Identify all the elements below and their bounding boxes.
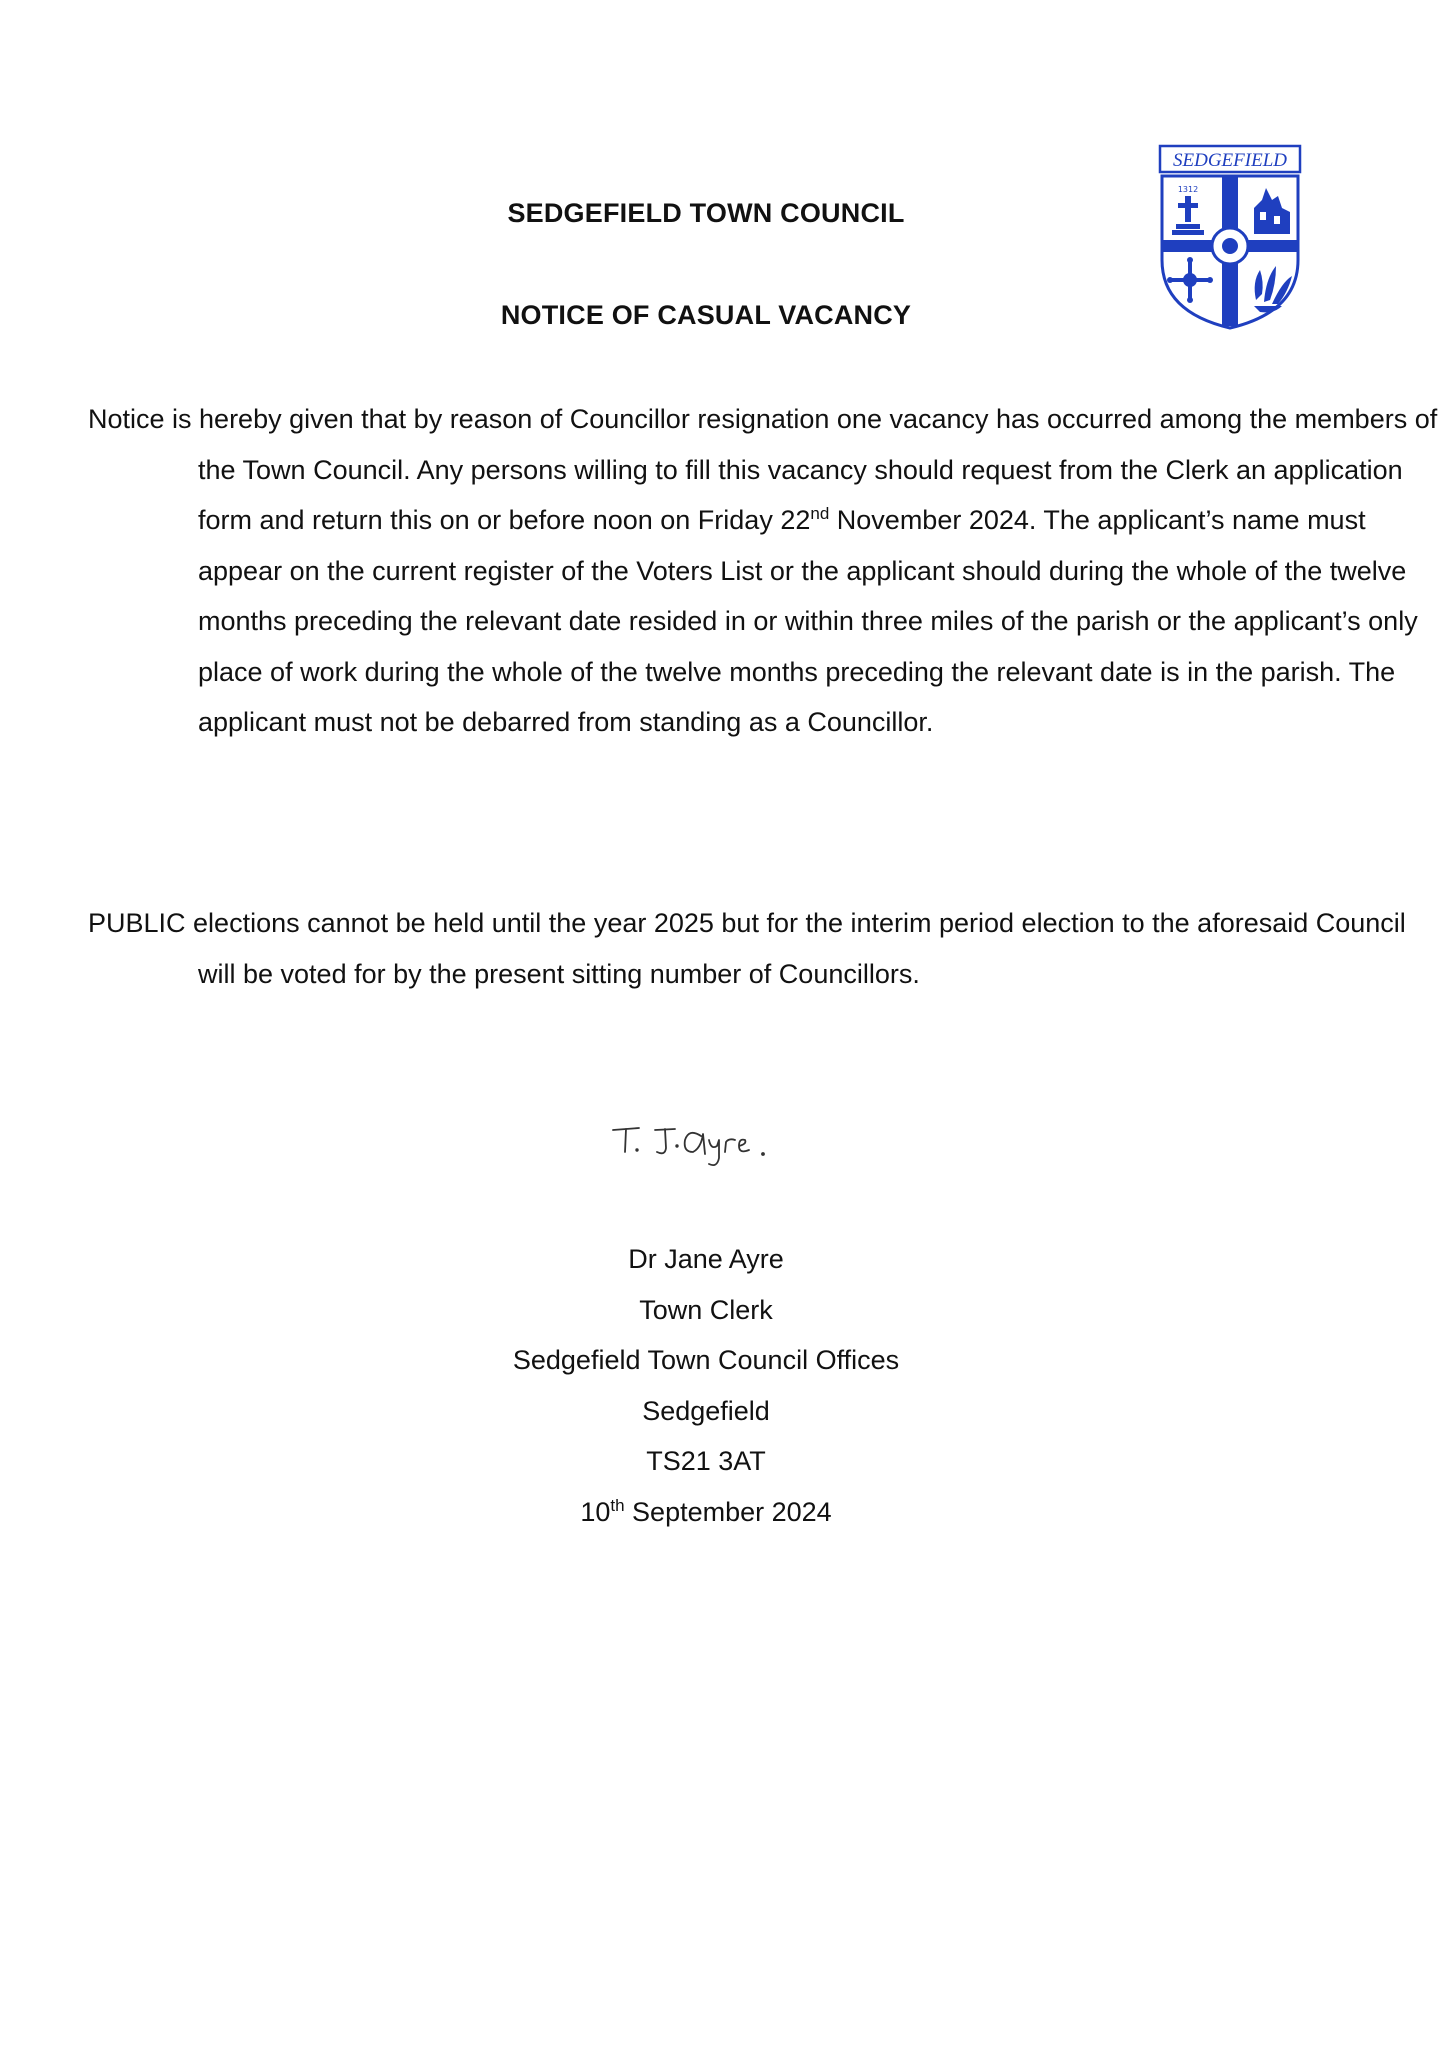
office-town: Sedgefield [642, 1395, 770, 1426]
clerk-signature [605, 1108, 805, 1178]
clerk-role: Town Clerk [639, 1294, 773, 1325]
signoff-block [0, 1234, 1412, 1537]
clerk-name: Dr Jane Ayre [628, 1244, 784, 1274]
sedgefield-crest-icon [1156, 142, 1304, 330]
vacancy-paragraph: Notice is hereby given that by reason of Councillor resignation one vacancy has occurred among the members of the Town Council. Any persons willing to fill this vacancy should request from the Clerk an application form and return this on or before noon on Friday 22nd November 2024. The applicant’s name must appear on the current register of the Voters List or the applicant should during the whole of the twelve months preceding the relevant date resided in or within three miles of the parish or the applicant’s only place of work during the whole of the twelve months preceding the relevant date is in the parish. The applicant must not be debarred from standing as a Councillor. [88, 404, 1438, 737]
crest-year: 1312 [1177, 185, 1199, 194]
office-postcode: TS21 3AT [646, 1446, 766, 1476]
crest-label: SEDGEFIELD [1173, 150, 1287, 171]
election-paragraph: PUBLIC elections cannot be held until the year 2025 but for the interim period election to the aforesaid Council will be voted for by the present sitting number of Councillors. [88, 908, 1406, 989]
notice-title: NOTICE OF CASUAL VACANCY [500, 300, 912, 330]
office-name: Sedgefield Town Council Offices [512, 1345, 900, 1375]
council-name: SEDGEFIELD TOWN COUNCIL [507, 198, 905, 228]
notice-date: 10th September 2024 [580, 1495, 832, 1527]
